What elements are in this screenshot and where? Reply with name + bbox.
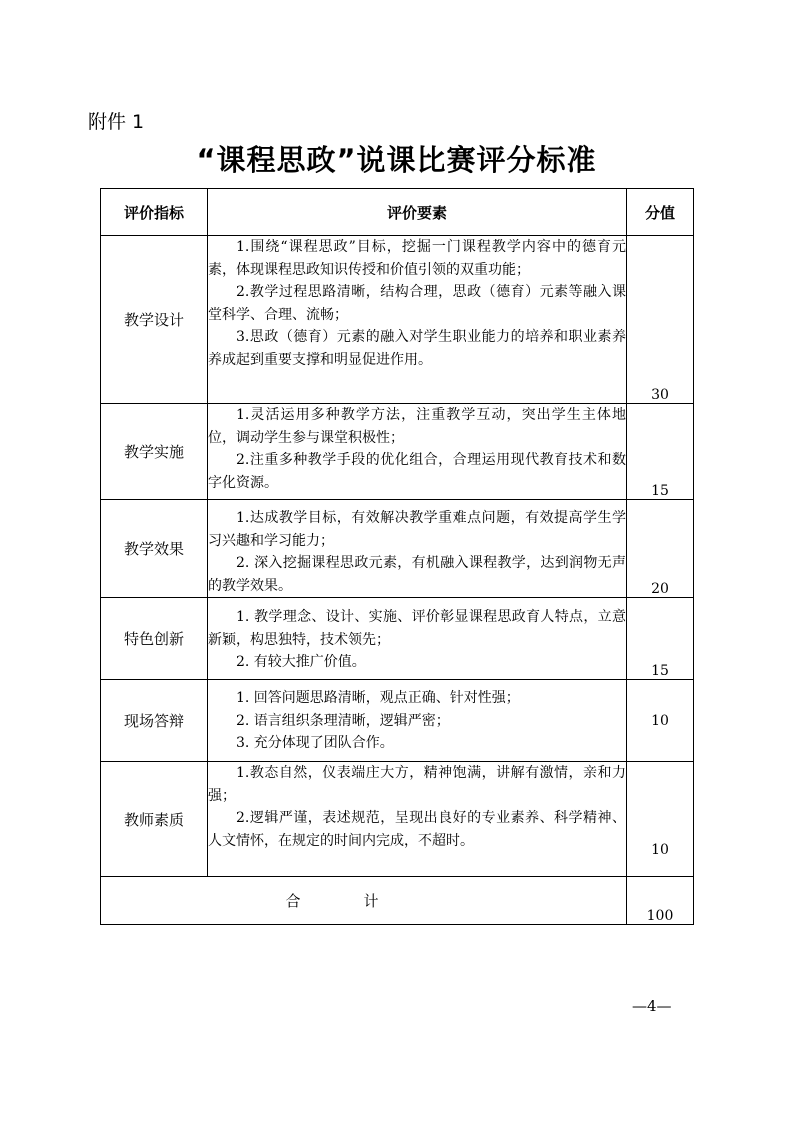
elements-cell xyxy=(208,598,627,680)
attachment-label: 附件 1 xyxy=(88,111,145,133)
criterion-item: 3.思政（德育）元素的融入对学生职业能力的培养和职业素养养成起到重要支撑和明显促进作用。 xyxy=(208,329,626,368)
score-cell: 10 xyxy=(627,762,694,877)
criterion-item: 2. 有较大推广价值。 xyxy=(236,654,366,670)
indicator-cell: 教师素质 xyxy=(101,762,208,877)
indicator-cell: 现场答辩 xyxy=(101,680,208,762)
elements-cell xyxy=(208,762,627,877)
score-cell: 20 xyxy=(627,500,694,598)
elements-cell xyxy=(208,680,627,762)
header-score: 分值 xyxy=(627,189,694,236)
criterion-item: 2.教学过程思路清晰，结构合理，思政（德育）元素等融入课堂科学、合理、流畅； xyxy=(208,284,626,323)
criterion-item: 1.教态自然，仪表端庄大方，精神饱满，讲解有激情，亲和力强； xyxy=(208,765,626,804)
table-row xyxy=(101,404,694,500)
criterion-item: 1. 教学理念、设计、实施、评价彰显课程思政育人特点，立意新颖，构思独特，技术领先； xyxy=(208,609,626,648)
criterion-item: 3. 充分体现了团队合作。 xyxy=(236,735,394,751)
total-label: 合计 xyxy=(285,892,442,910)
score-cell: 15 xyxy=(627,404,694,500)
elements-cell xyxy=(208,404,627,500)
indicator-cell: 教学实施 xyxy=(101,404,208,500)
document-title: “课程思政”说课比赛评分标准 xyxy=(196,143,597,177)
criterion-item: 2. 深入挖掘课程思政元素，有机融入课程教学，达到润物无声的教学效果。 xyxy=(208,555,626,594)
total-label-cell xyxy=(101,877,627,925)
table-row xyxy=(101,500,694,598)
criterion-item: 1.达成教学目标，有效解决教学重难点问题，有效提高学生学习兴趣和学习能力； xyxy=(208,510,626,549)
criterion-item: 2. 语言组织条理清晰，逻辑严密； xyxy=(236,712,450,729)
total-row xyxy=(101,877,694,925)
elements-cell xyxy=(208,500,627,598)
header-indicator: 评价指标 xyxy=(101,189,208,236)
table-row xyxy=(101,762,694,877)
criterion-item: 1.围绕“课程思政”目标，挖掘一门课程教学内容中的德育元素，体现课程思政知识传授和价值引领的双重功能； xyxy=(208,239,626,278)
total-score: 100 xyxy=(627,877,694,925)
table-row xyxy=(101,680,694,762)
indicator-cell: 教学效果 xyxy=(101,500,208,598)
criterion-item: 1. 回答问题思路清晰，观点正确、针对性强； xyxy=(236,690,520,706)
header-elements: 评价要素 xyxy=(208,189,627,236)
table-row xyxy=(101,236,694,404)
indicator-cell: 教学设计 xyxy=(101,236,208,404)
criterion-item: 2.注重多种教学手段的优化组合，合理运用现代教育技术和数字化资源。 xyxy=(208,452,626,491)
elements-cell xyxy=(208,236,627,404)
scoring-table xyxy=(100,188,694,925)
table-row xyxy=(101,598,694,680)
criterion-item: 2.逻辑严谨，表述规范，呈现出良好的专业素养、科学精神、人文情怀，在规定的时间内完成，不超时。 xyxy=(208,810,626,849)
table-header-row xyxy=(101,189,694,236)
score-cell: 15 xyxy=(627,598,694,680)
score-cell: 30 xyxy=(627,236,694,404)
indicator-cell: 特色创新 xyxy=(101,598,208,680)
score-cell: 10 xyxy=(627,680,694,762)
page-number: —4— xyxy=(632,997,672,1015)
criterion-item: 1.灵活运用多种教学方法，注重教学互动，突出学生主体地位，调动学生参与课堂积极性； xyxy=(208,407,626,446)
